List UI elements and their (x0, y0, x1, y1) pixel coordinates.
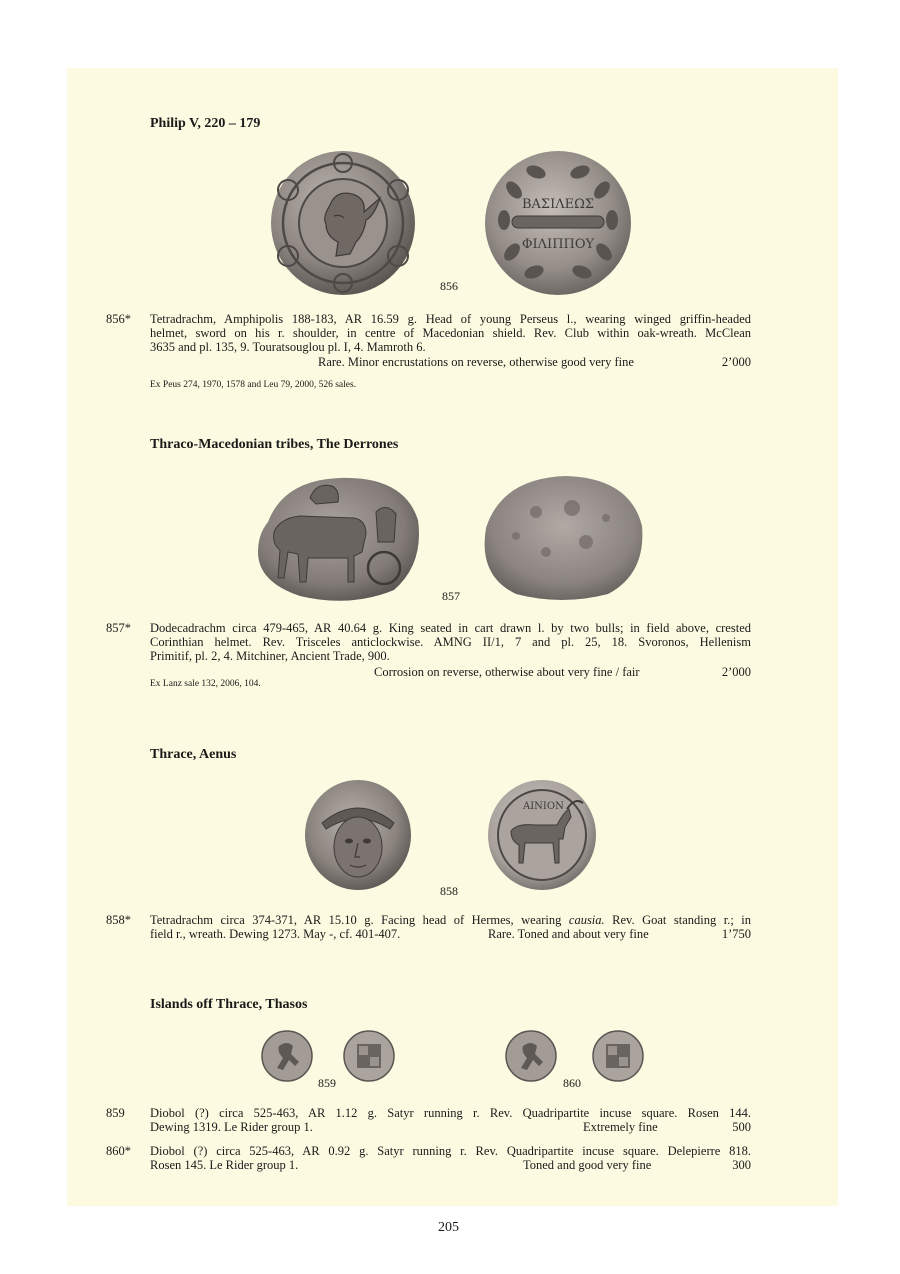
section-heading-philip-v: Philip V, 220 – 179 (150, 116, 261, 131)
satyr-obverse-icon (261, 1030, 313, 1082)
lot-condition: Rare. Toned and about very fine (488, 927, 649, 941)
description-line (150, 913, 751, 927)
lot-number: 856* (106, 312, 131, 326)
section-heading-derrones: Thraco-Macedonian tribes, The Derrones (150, 437, 399, 452)
description-text: Tetradrachm circa 374-371, AR 15.10 g. Facing head of Hermes, wearing (150, 913, 569, 927)
lot-provenance: Ex Lanz sale 132, 2006, 104. (150, 679, 261, 689)
club-wreath-reverse-icon (484, 150, 632, 296)
hermes-head-obverse-icon (304, 779, 412, 891)
section-heading-thasos: Islands off Thrace, Thasos (150, 997, 308, 1012)
trisceles-reverse-icon (476, 472, 646, 602)
description-line: Corinthian helmet. Rev. Trisceles anticlockwise. AMNG II/1, 7 and pl. 25, 18. Svoronos, Hellenism (150, 635, 751, 649)
description-line: Diobol (?) circa 525-463, AR 1.12 g. Satyr running r. Rev. Quadripartite incuse square. Rosen 144. (150, 1106, 751, 1120)
description-line: Primitif, pl. 2, 4. Mitchiner, Ancient Trade, 900. (150, 649, 390, 663)
plate-label-857: 857 (442, 589, 460, 603)
lot-estimate: 300 (732, 1158, 751, 1172)
description-line: field r., wreath. Dewing 1273. May -, cf. 401-407. (150, 927, 401, 941)
lot-description (150, 621, 751, 663)
description-line: Dodecadrachm circa 479-465, AR 40.64 g. King seated in cart drawn l. by two bulls; in field above, crested (150, 621, 751, 635)
lot-description (150, 312, 751, 354)
lot-number: 857* (106, 621, 131, 635)
lot-estimate: 500 (732, 1120, 751, 1134)
lot-estimate: 1’750 (721, 927, 751, 941)
king-cart-bull-obverse-icon (254, 472, 422, 604)
plate-label-858: 858 (440, 884, 458, 898)
goat-reverse-icon (487, 779, 597, 891)
lot-number: 859 (106, 1106, 125, 1120)
plate-label-860: 860 (563, 1076, 581, 1090)
plate-label-856: 856 (440, 279, 458, 293)
lot-number: 860* (106, 1144, 131, 1158)
description-italic: causia. (568, 913, 605, 927)
lot-condition: Extremely fine (583, 1120, 658, 1134)
description-line: Rosen 145. Le Rider group 1. (150, 1158, 299, 1172)
lot-number: 858* (106, 913, 131, 927)
svg-text:ΦΙΛΙΠΠΟΥ: ΦΙΛΙΠΠΟΥ (521, 237, 595, 252)
description-text: Rev. Goat standing r.; in (604, 913, 751, 927)
incuse-square-reverse-icon (343, 1030, 395, 1082)
lot-condition: Toned and good very fine (523, 1158, 652, 1172)
description-line: helmet, sword on his r. shoulder, in centre of Macedonian shield. Rev. Club within oak-wreath. McClean (150, 326, 751, 340)
plate-label-859: 859 (318, 1076, 336, 1090)
lot-provenance: Ex Peus 274, 1970, 1578 and Leu 79, 2000, 526 sales. (150, 380, 357, 390)
svg-text:ΒΑΣΙΛΕΩΣ: ΒΑΣΙΛΕΩΣ (521, 197, 595, 212)
lot-condition: Corrosion on reverse, otherwise about very fine / fair (374, 665, 640, 679)
lot-estimate: 2’000 (721, 355, 751, 369)
description-line: Dewing 1319. Le Rider group 1. (150, 1120, 313, 1134)
description-line: Diobol (?) circa 525-463, AR 0.92 g. Satyr running r. Rev. Quadripartite incuse square. Delepierre 818. (150, 1144, 751, 1158)
lot-description (150, 913, 751, 941)
lot-condition: Rare. Minor encrustations on reverse, otherwise good very fine (318, 355, 634, 369)
description-line: Tetradrachm, Amphipolis 188-183, AR 16.59 g. Head of young Perseus l., wearing winged griffin-headed (150, 312, 751, 326)
page-number: 205 (438, 1220, 459, 1235)
lot-estimate: 2’000 (721, 665, 751, 679)
perseus-head-obverse-icon (270, 150, 416, 296)
svg-text:ΑΙΝΙΟΝ: ΑΙΝΙΟΝ (523, 801, 564, 812)
incuse-square-reverse-icon (592, 1030, 644, 1082)
description-line: 3635 and pl. 135, 9. Touratsouglou pl. I, 4. Mamroth 6. (150, 340, 426, 354)
satyr-obverse-icon (505, 1030, 557, 1082)
lot-description (150, 1144, 751, 1172)
lot-description (150, 1106, 751, 1134)
section-heading-aenus: Thrace, Aenus (150, 747, 237, 762)
